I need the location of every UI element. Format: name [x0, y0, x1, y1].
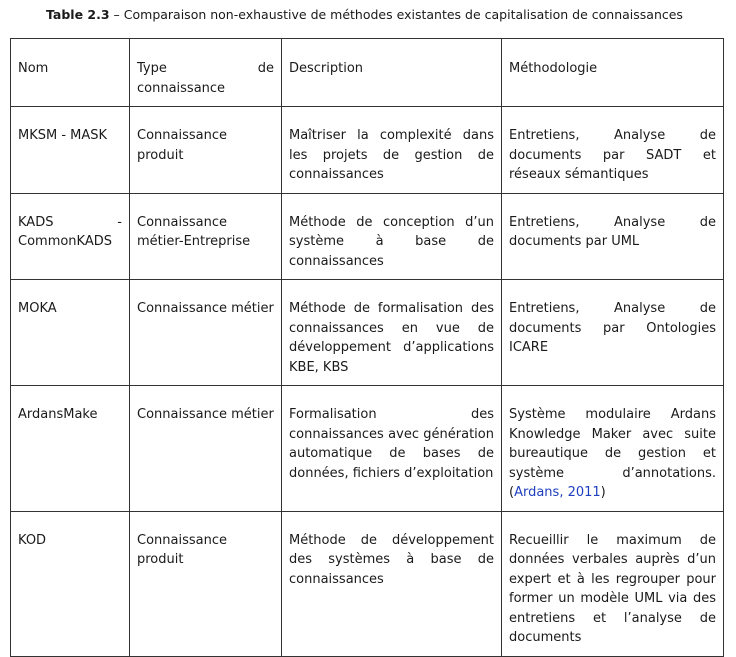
- cell-methodologie: Recueillir le maximum de données verbales auprès d’un expert et à les regrouper pour former un modèle UML via des entretiens et l’analyse de documents: [502, 511, 724, 656]
- table-row: [11, 386, 724, 512]
- header-row: [11, 39, 724, 107]
- cell-description: Méthode de formalisation des connaissances en vue de développement d’applications KBE, KBS: [282, 280, 502, 386]
- cell-nom: MOKA: [11, 280, 130, 386]
- cell-type: Connaissance produit: [130, 511, 282, 656]
- comparison-table: [10, 38, 724, 657]
- table-row: [11, 280, 724, 386]
- table-row: [11, 107, 724, 194]
- caption-label: Table 2.3: [46, 7, 110, 22]
- cell-methodologie: Entretiens, Analyse de documents par UML: [502, 193, 724, 280]
- cell-description: Maîtriser la complexité dans les projets de gestion de connaissances: [282, 107, 502, 194]
- header-methodologie: Méthodologie: [502, 39, 724, 107]
- methodologie-close: ): [600, 485, 606, 500]
- cell-methodologie: [502, 386, 724, 512]
- header-type: Type de connaissance: [130, 39, 282, 107]
- table-row: [11, 511, 724, 656]
- methodologie-text: Système modulaire Ardans Knowledge Maker avec suite bureautique de gestion et système d’annotations.(: [509, 407, 716, 500]
- caption-text: Comparaison non-exhaustive de méthodes existantes de capitalisation de connaissances: [123, 7, 683, 22]
- header-description: Description: [282, 39, 502, 107]
- cell-nom: KADS - CommonKADS: [11, 193, 130, 280]
- cell-nom: ArdansMake: [11, 386, 130, 512]
- cell-methodologie: Entretiens, Analyse de documents par SADT et réseaux sémantiques: [502, 107, 724, 194]
- cell-nom: MKSM - MASK: [11, 107, 130, 194]
- cell-type: Connaissance métier-Entreprise: [130, 193, 282, 280]
- cell-description: Méthode de développement des systèmes à base de connaissances: [282, 511, 502, 656]
- caption-dash: –: [109, 7, 124, 22]
- citation-link[interactable]: Ardans, 2011: [514, 485, 601, 500]
- cell-methodologie: Entretiens, Analyse de documents par Ontologies ICARE: [502, 280, 724, 386]
- header-nom: Nom: [11, 39, 130, 107]
- cell-type: Connaissance métier: [130, 386, 282, 512]
- table-caption: [46, 6, 726, 24]
- cell-description: Formalisation des connaissances avec génération automatique de bases de données, fichiers d’exploitation: [282, 386, 502, 512]
- cell-nom: KOD: [11, 511, 130, 656]
- cell-type: Connaissance produit: [130, 107, 282, 194]
- cell-type: Connaissance métier: [130, 280, 282, 386]
- cell-description: Méthode de conception d’un système à base de connaissances: [282, 193, 502, 280]
- table-row: [11, 193, 724, 280]
